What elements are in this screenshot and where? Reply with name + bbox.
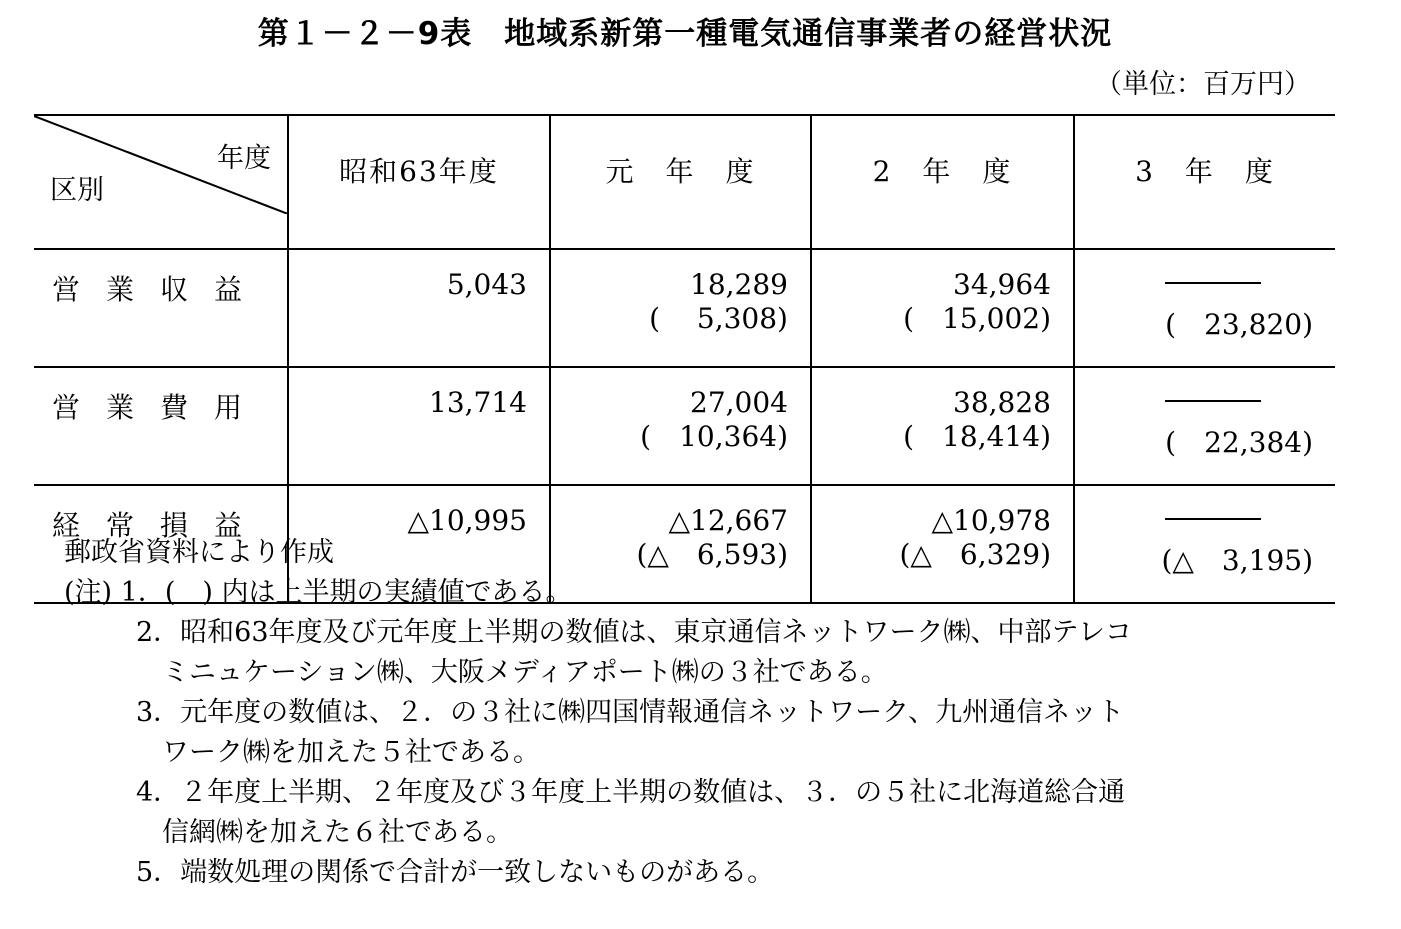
note-item: ワーク㈱を加えた５社である。 [162,737,540,768]
table-row [34,367,1335,485]
header-cell: 2 年 度 [811,115,1074,249]
header-cell: 元 年 度 [550,115,811,249]
cell-subvalue: ( 22,384) [1165,426,1313,459]
table-cell [288,249,550,367]
cell-value: 5,043 [446,268,527,301]
table-cell [811,249,1074,367]
cell-value: △10,978 [931,504,1051,537]
source-note: 郵政省資料により作成 [64,537,334,568]
notes-block [64,533,1132,893]
cell-value: 38,828 [953,386,1051,419]
note-item: 4．２年度上半期、２年度及び３年度上半期の数値は、３．の５社に北海道総合通 [136,777,1126,808]
table-row [34,249,1335,367]
dash-line [1165,400,1261,402]
cell-subvalue: (△ 6,329) [899,538,1051,571]
note-item: 5．端数処理の関係で合計が一致しないものがある。 [136,857,775,888]
note-item: 3．元年度の数値は、２．の３社に㈱四国情報通信ネットワーク、九州通信ネット [136,697,1125,728]
note-item: ミニュケーション㈱、大阪メディアポート㈱の３社である。 [162,657,888,688]
cell-subvalue: ( 18,414) [903,420,1051,453]
cell-value: △10,995 [407,504,527,537]
cell-value: 18,289 [690,268,788,301]
note-item: 2．昭和63年度及び元年度上半期の数値は、東京通信ネットワーク㈱、中部テレコ [136,617,1132,648]
cell-subvalue: (△ 6,593) [636,538,788,571]
unit-label: （単位：百万円） [1095,69,1311,100]
table-cell [288,367,550,485]
header-row [34,115,1335,249]
cell-subvalue: ( 10,364) [640,420,788,453]
corner-category-label: 区別 [50,175,104,206]
cell-value: 34,964 [953,268,1051,301]
table-title: 第１－２－9表 地域系新第一種電気通信事業者の経営状況 [257,16,1113,52]
header-cell: 3 年 度 [1074,115,1335,249]
cell-value: 27,004 [690,386,788,419]
row-label: 営業費用 [34,367,288,485]
row-label: 営業収益 [34,249,288,367]
note-item: (注) 1．( ) 内は上半期の実績値である。 [64,577,573,608]
table-cell [1074,249,1335,367]
cell-value: △12,667 [668,504,788,537]
table-cell [1074,367,1335,485]
dash-line [1165,518,1261,520]
row-label: 経常損益 [34,485,288,603]
cell-subvalue: ( 15,002) [903,302,1051,335]
note-item: 信網㈱を加えた６社である。 [162,817,513,848]
table-cell [550,367,811,485]
table-cell [550,249,811,367]
corner-cell [34,115,288,249]
corner-year-label: 年度 [217,143,271,174]
cell-value: 13,714 [429,386,527,419]
dash-line [1165,282,1261,284]
cell-subvalue: ( 23,820) [1165,308,1313,341]
table-cell [811,367,1074,485]
cell-subvalue: ( 5,308) [649,302,788,335]
cell-subvalue: (△ 3,195) [1161,544,1313,577]
header-cell: 昭和63年度 [288,115,550,249]
business-table [34,114,1335,604]
